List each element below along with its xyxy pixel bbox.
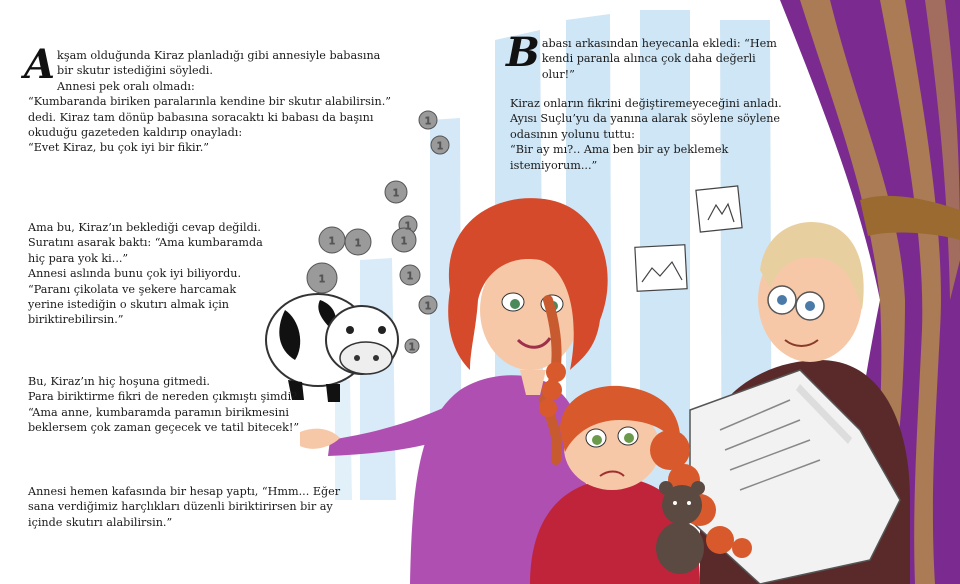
paragraph-line: Para biriktirme fikri de nereden çıkmıştı şimdi? [28, 390, 298, 404]
coin-label: 1 [436, 141, 444, 152]
left-paragraph-3 [28, 374, 313, 436]
paragraph-line: Bu, Kiraz’ın hiç hoşuna gitmedi. [28, 375, 210, 388]
dropcap-a: A [24, 41, 56, 88]
coin-label: 1 [354, 238, 362, 249]
paragraph-line: “Bir ay mı?.. Ama ben bir ay beklemek istemiyorum...” [510, 143, 729, 172]
paragraph-text: abası arkasından heyecanla ekledi: “Hem kendi paranla alınca çok daha değerli olur!” [541, 37, 777, 81]
coin-label: 1 [424, 116, 432, 127]
paragraph-line: “Ama anne, kumbaramda paramın birikmesini beklersem çok zaman geçecek ve tatil bitecek!” [28, 405, 300, 435]
paragraph-line: “Kumbaranda biriken paralarınla kendine bir skutır alabilirsin.” dedi. Kiraz tam dönüp babasına soracaktı ki babası da başını okuduğu gazeteden kaldırıp onayladı: [28, 95, 391, 140]
coin-label: 1 [400, 236, 408, 247]
coin-label: 1 [408, 342, 416, 353]
paragraph-line: Annesi aslında bunu çok iyi biliyordu. [28, 267, 242, 281]
coin-label: 1 [318, 274, 326, 285]
coin-label: 1 [328, 236, 336, 247]
coin-label: 1 [392, 188, 400, 199]
paragraph-line: Annesi pek oralı olmadı: [57, 79, 195, 93]
left-paragraph-4 [28, 484, 348, 530]
paragraph-line: Ama bu, Kiraz’ın beklediği cevap değildi. Suratını asarak baktı: “Ama kumbaramda hiç para yok ki...” [28, 221, 263, 265]
paragraph-line: Annesi hemen kafasında bir hesap yaptı, “Hmm... Eğer sana verdiğimiz harçlıkları düzenli biriktirirsen bir ay içinde skutırı alabilirsin.” [28, 485, 341, 529]
paragraph-line: Kiraz onların fikrini değiştiremeyeceğini anladı. Ayısı Suçlu’yu da yanına alarak söylene söylene odasının yolunu tuttu: [510, 97, 782, 141]
dropcap-b: B [506, 29, 540, 76]
coin-label: 1 [404, 221, 412, 232]
paragraph-line: “Paranı çikolata ve şekere harcamak yerine istediğin o skutırı almak için biriktirebilirsin.” [28, 282, 237, 327]
coin-label: 1 [406, 271, 414, 282]
left-paragraph-1 [24, 41, 398, 156]
paragraph-text: kşam olduğunda Kiraz planladığı gibi annesiyle babasına bir skutır istediğini söyledi. [57, 49, 381, 78]
coin-label: 1 [424, 301, 432, 312]
paragraph-line: “Evet Kiraz, bu çok iyi bir fikir.” [28, 141, 209, 155]
left-paragraph-2 [28, 220, 268, 328]
